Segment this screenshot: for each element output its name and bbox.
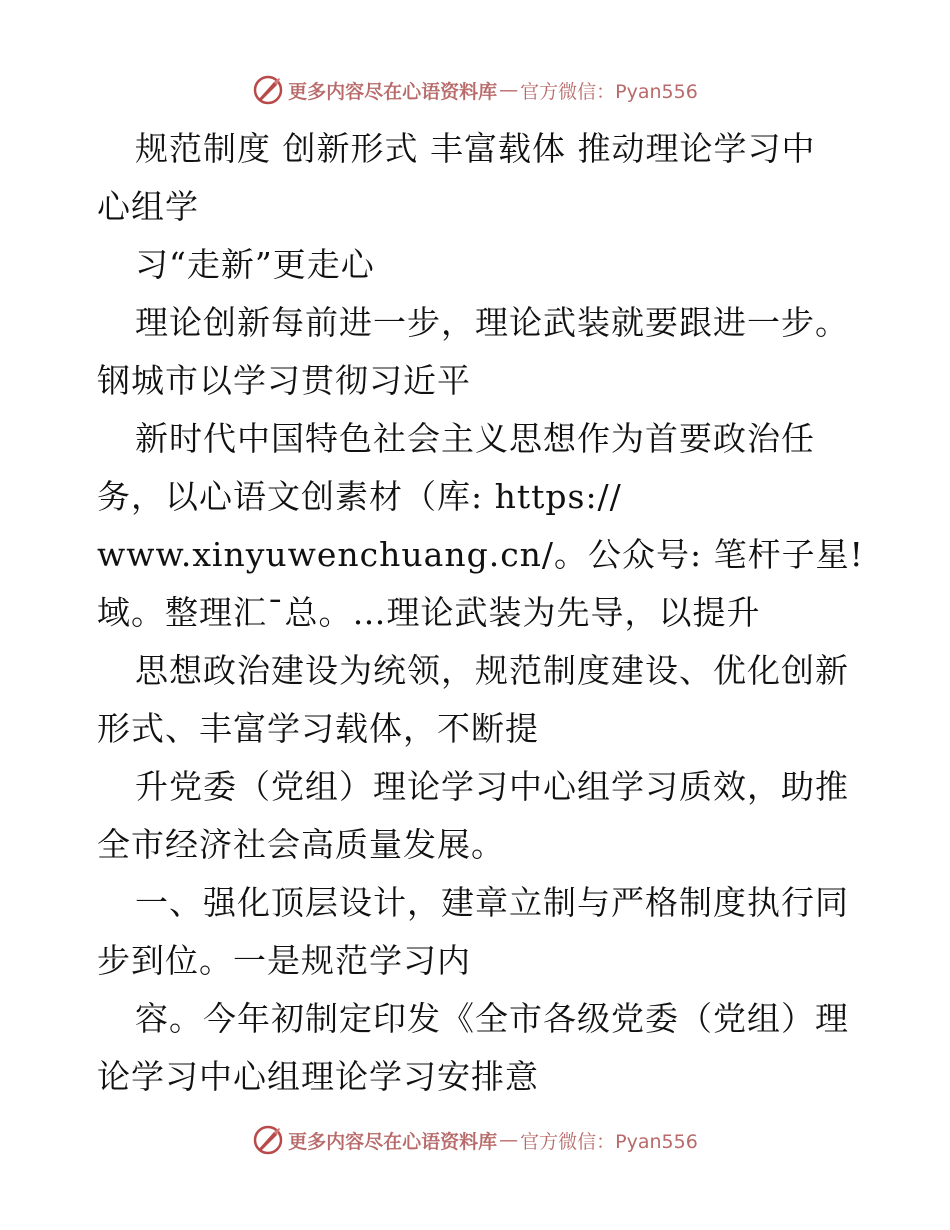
body-line: 规范制度 创新形式 丰富载体 推动理论学习中 bbox=[135, 129, 816, 168]
footer-watermark-banner bbox=[0, 1120, 950, 1160]
body-line: 务，以心语文创素材（库: https:// bbox=[97, 477, 622, 516]
body-line: 容。今年初制定印发《全市各级党委（党组）理 bbox=[135, 999, 849, 1038]
body-line: 理论创新每前进一步，理论武装就要跟进一步。 bbox=[135, 303, 849, 342]
banner-dash: — bbox=[499, 1129, 519, 1151]
body-line: 域。整理汇¯总。…理论武装为先导，以提升 bbox=[97, 593, 761, 632]
document-body bbox=[97, 120, 864, 1106]
body-line: 思想政治建设为统领，规范制度建设、优化创新 bbox=[135, 651, 849, 690]
banner-text: 更多内容尽在心语资料库 bbox=[288, 1130, 498, 1153]
body-line: www.xinyuwenchuang.cn/。公众号: 笔杆子星! bbox=[97, 535, 864, 574]
body-line: 钢城市以学习贯彻习近平 bbox=[97, 361, 471, 400]
body-line: 升党委（党组）理论学习中心组学习质效，助推 bbox=[135, 767, 849, 806]
banner-dash: — bbox=[499, 79, 519, 101]
body-line: 全市经济社会高质量发展。 bbox=[97, 825, 505, 864]
body-line: 论学习中心组理论学习安排意 bbox=[97, 1057, 539, 1096]
body-line: 形式、丰富学习载体，不断提 bbox=[97, 709, 539, 748]
header-watermark-banner bbox=[0, 70, 950, 110]
body-line: 一、强化顶层设计，建章立制与严格制度执行同 bbox=[135, 883, 849, 922]
banner-contact: 官方微信：Pyan556 bbox=[520, 1130, 698, 1153]
body-line: 步到位。一是规范学习内 bbox=[97, 941, 471, 980]
quill-logo-icon bbox=[252, 1124, 284, 1156]
banner-contact: 官方微信：Pyan556 bbox=[520, 80, 698, 103]
banner-text: 更多内容尽在心语资料库 bbox=[288, 80, 498, 103]
body-line: 新时代中国特色社会主义思想作为首要政治任 bbox=[135, 419, 815, 458]
body-line: 习“走新”更走心 bbox=[135, 245, 375, 284]
quill-logo-icon bbox=[252, 74, 284, 106]
body-line: 心组学 bbox=[97, 187, 199, 226]
